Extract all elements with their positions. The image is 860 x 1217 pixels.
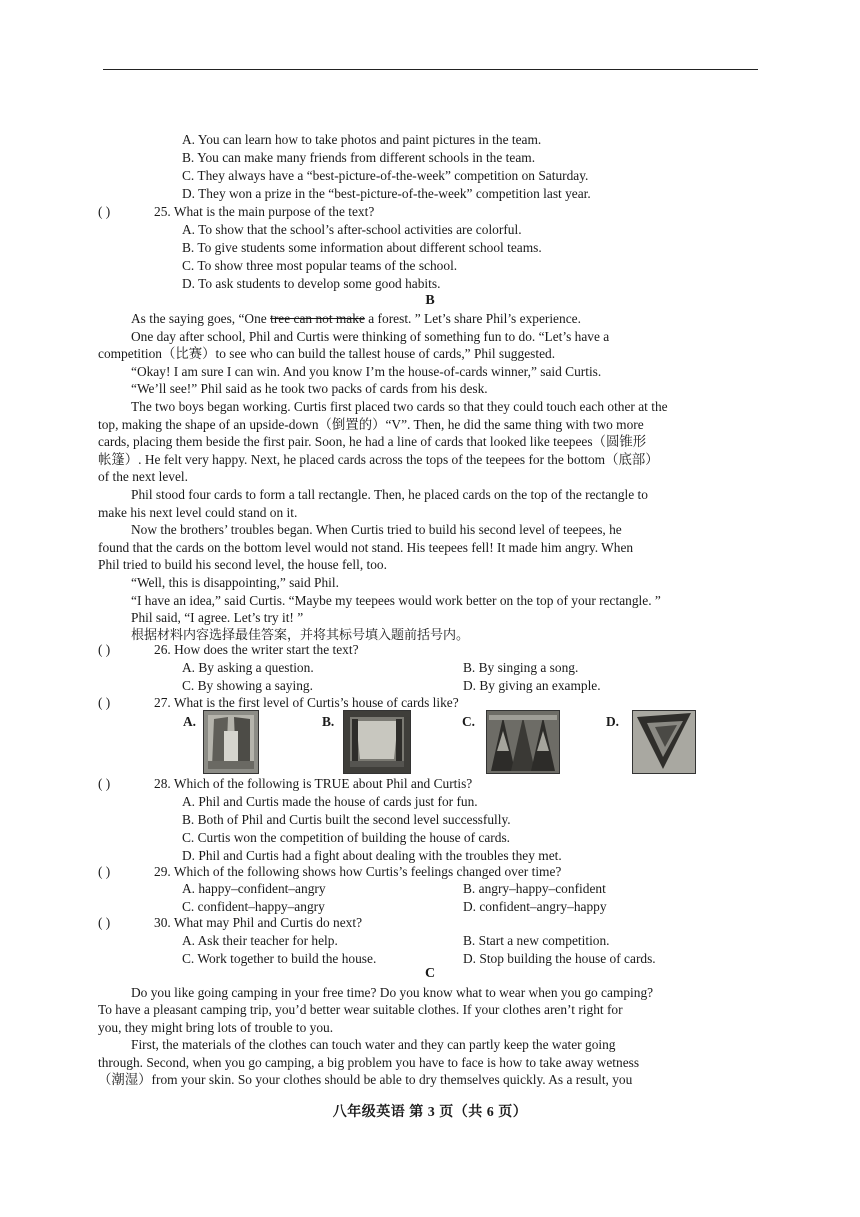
q27-stem: 27. What is the first level of Curtis’s house of cards like? [154,695,459,710]
q27-row [98,694,459,712]
q26-row [98,641,359,659]
q29-row [98,863,561,881]
q28-option-c: C. Curtis won the competition of building the house of cards. [182,830,511,845]
q28-option-a: A. Phil and Curtis made the house of cards just for fun. [182,794,478,809]
section-c-text [98,984,748,1088]
q25-option-a: A. To show that the school’s after-school activities are colorful. [182,222,522,237]
answer-bracket[interactable]: ( ) [98,642,111,657]
b-para-7-l1: Now the brothers’ troubles began. When Curtis tried to build his second level of teepees, he [131,522,622,538]
b-para-1 [98,310,748,328]
q27-label-c: C. [462,714,476,729]
b-para-6-l2: make his next level could stand on it. [98,504,298,520]
b-para-7-l2: found that the cards on the bottom level would not stand. His teepees fell! It made him angry. When [98,539,634,555]
q29-option-d: D. confident–angry–happy [463,899,607,914]
q27-picture-b[interactable] [343,710,411,774]
q30-stem: 30. What may Phil and Curtis do next? [154,915,363,930]
c-para-2-l2: through. Second, when you go camping, a big problem you have to face is how to take away wetness [98,1054,640,1070]
q30-option-c: C. Work together to build the house. [182,951,377,966]
section-c-heading: C [424,966,436,981]
q24-option-c: C. They always have a “best-picture-of-the-week” competition on Saturday. [182,168,589,183]
b-para-3: “Okay! I am sure I can win. And you know I’m the house-of-cards winner,” said Curtis. [131,363,602,379]
q24-option-b: B. You can make many friends from different schools in the team. [182,150,536,165]
q30-option-b: B. Start a new competition. [463,933,610,948]
card-house-photo-a [204,711,258,773]
c-para-1-l1: Do you like going camping in your free time? Do you know what to wear when you go camping? [131,985,654,1000]
c-para-2-l1: First, the materials of the clothes can touch water and they can partly keep the water going [131,1037,616,1053]
q28-stem: 28. Which of the following is TRUE about Phil and Curtis? [154,776,473,791]
b-para-5-l3: cards, placing them beside the first pair. Soon, he had a line of cards that looked like teepees（圆锥形 [98,434,647,450]
b-para-2-l1: One day after school, Phil and Curtis were thinking of something fun to do. “Let’s have a [131,328,610,344]
b-para-7-l3: Phil tried to build his second level, the house fell, too. [98,557,387,573]
answer-bracket[interactable]: ( ) [98,864,111,879]
q28-option-d: D. Phil and Curtis had a fight about dealing with the troubles they met. [182,848,562,863]
b-para-2-l2: competition（比赛）to see who can build the tallest house of cards,” Phil suggested. [98,346,556,362]
q27-label-a: A. [183,714,197,729]
section-b-heading: B [425,293,435,308]
b-para-5-l2: top, making the shape of an upside-down（倒置的）“V”. Then, he did the same thing with two more [98,416,644,432]
q24-option-d: D. They won a prize in the “best-picture-of-the-week” competition last year. [182,186,591,201]
card-house-photo-c [487,711,559,773]
q28-row [98,775,472,793]
q25-option-d: D. To ask students to develop some good habits. [182,276,441,291]
answer-bracket[interactable]: ( ) [98,776,111,791]
b-para-9: “I have an idea,” said Curtis. “Maybe my teepees would work better on the top of your rectangle. ” [131,592,661,608]
card-house-photo-b [344,711,410,773]
b-para-8: “Well, this is disappointing,” said Phil. [131,574,339,590]
section-b-text [98,310,748,644]
q30-option-a: A. Ask their teacher for help. [182,933,338,948]
q28-option-b: B. Both of Phil and Curtis built the second level successfully. [182,812,511,827]
c-para-1-l3: you, they might bring lots of trouble to you. [98,1019,334,1035]
q27-picture-c[interactable] [486,710,560,774]
q25-stem: 25. What is the main purpose of the text? [154,204,375,219]
b-para-1-b: a forest. ” Let’s share Phil’s experience. [364,311,581,326]
b-para-4: “We’ll see!” Phil said as he took two packs of cards from his desk. [131,381,488,397]
q24-option-a: A. You can learn how to take photos and paint pictures in the team. [182,132,542,147]
page-footer: 八年级英语 第 3 页（共 6 页） [332,1105,528,1120]
q26-option-a: A. By asking a question. [182,660,314,675]
c-para-2-l3: （潮湿）from your skin. So your clothes should be able to dry themselves quickly. As a result, you [98,1072,633,1088]
q29-option-a: A. happy–confident–angry [182,881,326,896]
q26-stem: 26. How does the writer start the text? [154,642,359,657]
q27-label-b: B. [322,714,335,729]
answer-bracket[interactable]: ( ) [98,915,111,930]
q30-option-d: D. Stop building the house of cards. [463,951,656,966]
q27-picture-d[interactable] [632,710,696,774]
card-house-photo-d [633,711,695,773]
q26-option-c: C. By showing a saying. [182,678,313,693]
q25-option-c: C. To show three most popular teams of the school. [182,258,458,273]
q29-option-b: B. angry–happy–confident [463,881,606,896]
q30-row [98,914,362,932]
q25-option-b: B. To give students some information about different school teams. [182,240,542,255]
q26-option-d: D. By giving an example. [463,678,601,693]
q27-picture-a[interactable] [203,710,259,774]
b-para-1-strike: tree can not make [270,311,365,326]
b-para-5-l5: of the next level. [98,469,188,485]
q26-option-b: B. By singing a song. [463,660,579,675]
b-para-5-l4: 帐篷）. He felt very happy. Next, he placed cards across the tops of the teepees for the bottom（底部） [98,451,659,467]
q27-label-d: D. [606,714,620,729]
b-para-1-a: As the saying goes, “One [131,311,271,326]
q29-option-c: C. confident–happy–angry [182,899,325,914]
b-para-5-l1: The two boys began working. Curtis first placed two cards so that they could touch each other at the [131,398,668,414]
top-rule [103,69,758,70]
b-para-6-l1: Phil stood four cards to form a tall rectangle. Then, he placed cards on the top of the rectangle to [131,486,648,502]
q25-row [98,203,374,221]
c-para-1-l2: To have a pleasant camping trip, you’d better wear suitable clothes. If your clothes aren’t right for [98,1002,623,1018]
b-para-10: Phil said, “I agree. Let’s try it! ” [131,610,304,626]
instruction: 根据材料内容选择最佳答案，并将其标号填入题前括号内。 [131,627,470,643]
q29-stem: 29. Which of the following shows how Curtis’s feelings changed over time? [154,864,562,879]
answer-bracket[interactable]: ( ) [98,695,111,710]
answer-bracket[interactable]: ( ) [98,204,111,219]
